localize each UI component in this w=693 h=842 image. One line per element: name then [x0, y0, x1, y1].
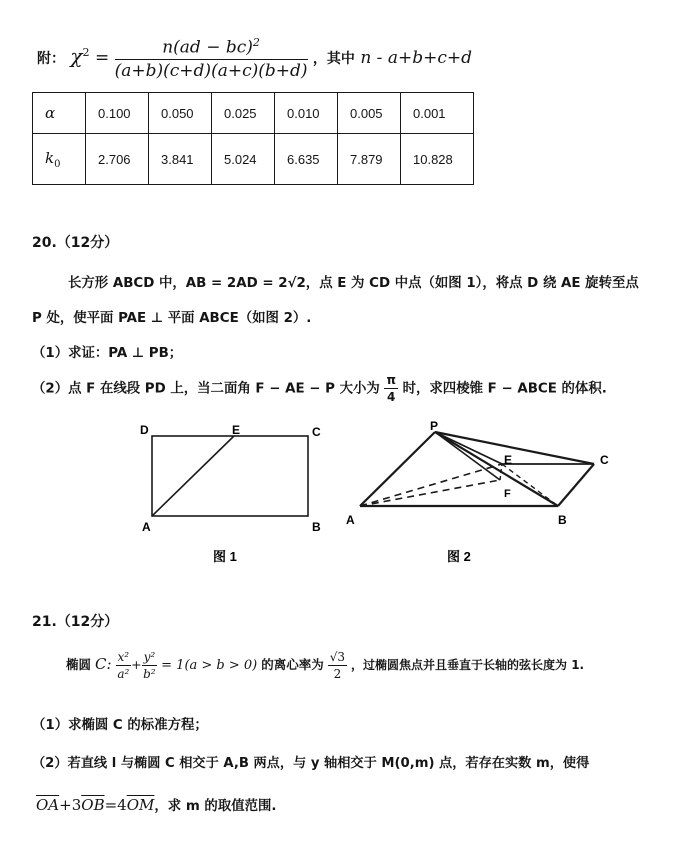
x-numerator: x²	[117, 650, 130, 664]
q20-line1: 长方形 ABCD 中，AB = 2AD = 2√2，点 E 为 CD 中点（如图 1），将点 D 绕 AE 旋转至点	[68, 276, 639, 291]
critical-value-table	[32, 92, 474, 185]
q20-part2-post: 时，求四棱锥 F − ABCE 的体积.	[402, 381, 607, 397]
q21-vector-equation	[36, 795, 276, 814]
figure-2-caption: 图 2	[447, 549, 471, 564]
edge-pb	[435, 432, 558, 506]
curve-name: C:	[95, 655, 112, 673]
ellipse-condition: = 1(a > b > 0)	[161, 658, 258, 673]
vector-equals-four: =4	[104, 796, 127, 814]
rectangle-abcd	[152, 436, 308, 516]
vector-ob: $\overline{OB}$	[81, 796, 105, 814]
q20-part2-pre: （2）点 F 在线段 PD 上，当二面角 F − AE − P 大小为	[32, 381, 380, 397]
n-formula: n - a+b+c+d	[360, 47, 472, 68]
k-letter: k	[45, 148, 55, 167]
q21-ellipse-word: 椭圆	[66, 657, 92, 672]
pi-over-four-fraction	[384, 373, 398, 404]
q20-heading: 20.（12分）	[32, 235, 119, 251]
chi-symbol: χ	[70, 43, 83, 68]
eccentricity-fraction	[328, 650, 347, 681]
figure-1-rectangle	[130, 418, 340, 578]
q20-line2: P 处，使平面 PAE ⊥ 平面 ABCE（如图 2）.	[32, 311, 312, 326]
q21-line1-tail: ，过椭圆焦点并且垂直于长轴的弦长度为 1.	[351, 658, 585, 672]
q21-part1: （1）求椭圆 C 的标准方程；	[32, 718, 208, 733]
table-cell: 3.841	[149, 134, 212, 185]
plus-sign: +	[131, 657, 142, 672]
y-numerator: y²	[143, 650, 156, 664]
table-cell: 2.706	[86, 134, 149, 185]
label-d: D	[140, 423, 149, 437]
table-cell: 0.005	[338, 93, 401, 134]
y-denominator: b²	[143, 667, 156, 681]
q21-part2-tail: ，求 m 的取值范围.	[154, 799, 277, 814]
edge-bc	[558, 464, 594, 506]
q20-part2	[32, 373, 607, 404]
y-fraction	[142, 650, 158, 681]
table-cell: 5.024	[212, 134, 275, 185]
table-cell: 0.050	[149, 93, 212, 134]
pi-denominator: 4	[387, 390, 396, 404]
label-f: F	[504, 488, 511, 500]
alpha-header: α	[33, 93, 86, 134]
figure-2-pyramid	[340, 418, 630, 578]
x-fraction	[116, 650, 132, 681]
ecc-numerator: √3	[329, 650, 346, 664]
ecc-denominator: 2	[333, 667, 342, 681]
edge-pe	[435, 432, 502, 464]
chi-numerator-text: n(ad − bc)	[162, 37, 253, 58]
label-c2: C	[600, 453, 609, 467]
equals-sign: =	[89, 47, 115, 68]
dashed-fe	[500, 464, 502, 480]
pi-numerator: π	[386, 373, 396, 387]
table-cell: 0.025	[212, 93, 275, 134]
table-cell: 0.001	[401, 93, 474, 134]
chi-exponent: 2	[82, 46, 90, 60]
label-e: E	[232, 423, 241, 437]
figure-1-caption: 图 1	[213, 549, 237, 564]
label-a: A	[142, 520, 151, 534]
table-cell: 7.879	[338, 134, 401, 185]
q21-line1	[66, 650, 584, 681]
table-cell: 0.010	[275, 93, 338, 134]
chi-denominator: (a+b)(c+d)(a+c)(b+d)	[114, 60, 308, 81]
x-denominator: a²	[117, 667, 130, 681]
label-p: P	[430, 419, 439, 433]
k0-header	[33, 134, 86, 185]
appendix-formula	[37, 36, 472, 81]
label-c: C	[312, 425, 321, 439]
table-row	[33, 93, 474, 134]
table-cell: 6.635	[275, 134, 338, 185]
eccentricity-text: 的离心率为	[261, 657, 324, 672]
where-text: ，其中	[312, 50, 355, 67]
q20-part1: （1）求证：PA ⊥ PB；	[32, 346, 183, 361]
table-row	[33, 134, 474, 185]
segment-ae	[152, 436, 234, 516]
edge-pc	[435, 432, 594, 464]
label-e2: E	[504, 453, 513, 467]
label-b: B	[312, 520, 321, 534]
table-cell: 10.828	[401, 134, 474, 185]
label-a2: A	[346, 513, 355, 527]
q21-heading: 21.（12分）	[32, 614, 119, 630]
chi-numerator: n(ad − bc)$^2$	[115, 36, 308, 60]
vector-oa: $\overline{OA}$	[36, 796, 60, 814]
vector-plus-three: +3	[59, 796, 82, 814]
q21-part2: （2）若直线 l 与椭圆 C 相交于 A,B 两点，与 y 轴相交于 M(0,m) 点，若存在实数 m，使得	[32, 756, 590, 771]
appendix-label: 附：	[37, 50, 65, 67]
table-cell: 0.100	[86, 93, 149, 134]
label-b2: B	[558, 513, 567, 527]
chi-square-fraction	[115, 36, 308, 81]
k-subscript: 0	[54, 158, 61, 170]
vector-om: $\overline{OM}$	[126, 796, 155, 814]
